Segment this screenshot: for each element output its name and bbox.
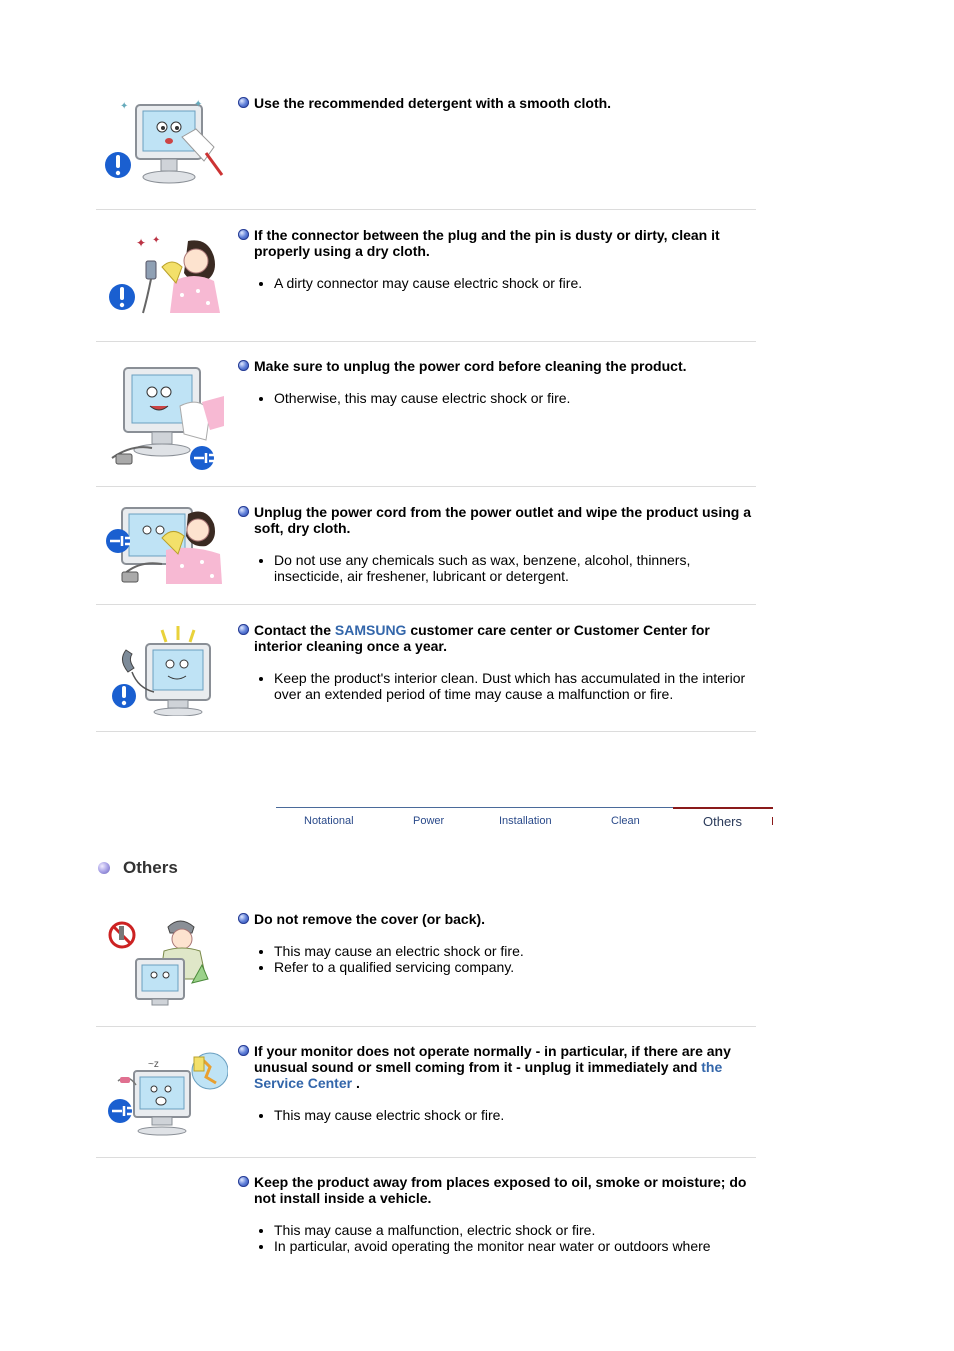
divider	[96, 1026, 756, 1027]
phone-monitor-warning-icon	[102, 624, 228, 721]
divider	[96, 341, 756, 342]
clean-item-2-heading: If the connector between the plug and the pin is dusty or dirty, clean it properly using a dry cloth.	[238, 227, 756, 259]
blue-ball-bullet-icon	[238, 360, 249, 371]
clean-item-5-notes	[238, 670, 756, 702]
list-item: • This may cause an electric shock or fire.	[274, 943, 756, 959]
blue-ball-bullet-icon	[238, 229, 249, 240]
section-title: Others	[98, 858, 178, 878]
no-disassembly-icon	[102, 915, 228, 1014]
service-center-link[interactable]: the Service Center	[254, 1059, 723, 1091]
blue-ball-bullet-icon	[238, 624, 249, 635]
list-item: • Keep the product's interior clean. Dust which has accumulated in the interior over an extended period of time may cause a malfunction or fire.	[274, 670, 756, 702]
list-item: • Do not use any chemicals such as wax, benzene, alcohol, thinners, insecticide, air freshener, lubricant or detergent.	[274, 552, 756, 584]
tab-installation[interactable]: Installation	[499, 815, 552, 827]
svg-text:~z: ~z	[148, 1059, 159, 1070]
blue-ball-bullet-icon	[238, 1045, 249, 1056]
others-item-2-heading: If your monitor does not operate normally - in particular, if there are any unusual sound or smell coming from it - unplug it immediately and the Service Center .	[238, 1043, 756, 1091]
others-item-3-notes	[238, 1222, 756, 1254]
blue-ball-bullet-icon	[238, 913, 249, 924]
list-item: • A dirty connector may cause electric shock or fire.	[274, 275, 756, 291]
monitor-unplug-cleaning-icon	[102, 362, 228, 479]
svg-text:✦: ✦	[194, 99, 203, 110]
tab-clean[interactable]: Clean	[611, 815, 640, 827]
blue-ball-bullet-icon	[238, 97, 249, 108]
divider	[96, 731, 756, 732]
monitor-cleaning-warning-icon	[102, 97, 228, 194]
clean-item-4-heading: Unplug the power cord from the power outlet and wipe the product using a soft, dry cloth.	[238, 504, 756, 536]
others-item-2-notes	[238, 1107, 756, 1123]
list-item: • In particular, avoid operating the monitor near water or outdoors where	[274, 1238, 756, 1254]
tab-notational[interactable]: Notational	[304, 815, 354, 827]
tab-others[interactable]: Others	[703, 814, 743, 829]
clean-item-1-heading: Use the recommended detergent with a smooth cloth.	[238, 95, 756, 111]
clean-item-2-notes	[238, 275, 756, 291]
divider	[96, 604, 756, 605]
divider	[96, 209, 756, 210]
blue-ball-bullet-icon	[238, 506, 249, 517]
list-item: • This may cause electric shock or fire.	[274, 1107, 756, 1123]
woman-wiping-monitor-icon	[102, 504, 228, 595]
tab-power[interactable]: Power	[413, 815, 445, 827]
list-item: • Otherwise, this may cause electric shock or fire.	[274, 390, 756, 406]
divider	[96, 486, 756, 487]
list-item: • This may cause a malfunction, electric shock or fire.	[274, 1222, 756, 1238]
divider	[96, 1157, 756, 1158]
clean-item-5-heading: Contact the SAMSUNG customer care center or Customer Center for interior cleaning once a year.	[238, 622, 756, 654]
blue-ball-bullet-icon	[238, 1176, 249, 1187]
purple-ball-bullet-icon	[98, 862, 110, 874]
clean-item-4-notes	[238, 552, 756, 584]
plug-cleaning-warning-icon	[102, 233, 228, 322]
smoking-monitor-unplug-icon	[102, 1047, 228, 1142]
clean-item-3-heading: Make sure to unplug the power cord before cleaning the product.	[238, 358, 756, 374]
others-item-1-heading: Do not remove the cover (or back).	[238, 911, 756, 927]
svg-text:✦: ✦	[120, 101, 129, 112]
list-item: • Refer to a qualified servicing company.	[274, 959, 756, 975]
others-item-3-heading: Keep the product away from places exposed to oil, smoke or moisture; do not install inside a vehicle.	[238, 1174, 756, 1206]
clean-item-3-notes	[238, 390, 756, 406]
svg-text:✦: ✦	[152, 235, 161, 246]
others-item-1-notes	[238, 943, 756, 975]
samsung-link[interactable]: SAMSUNG	[334, 622, 407, 638]
svg-text:✦: ✦	[136, 236, 147, 250]
section-tab-bar	[276, 807, 774, 833]
